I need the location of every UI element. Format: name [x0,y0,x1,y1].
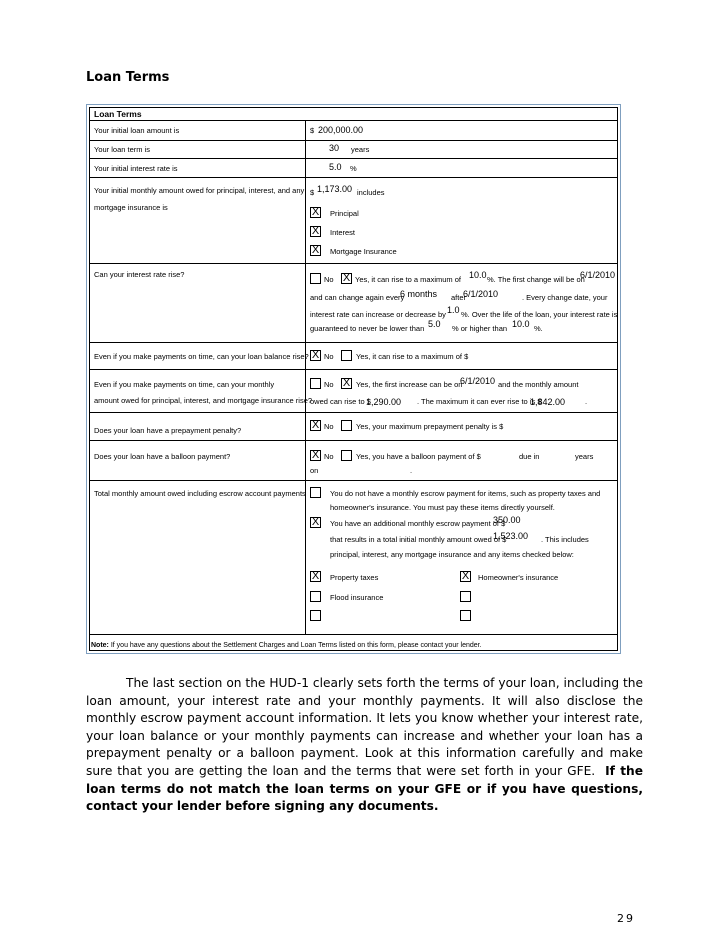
rate-rise-after-date: 6/1/2010 [463,289,499,299]
monthly-rise-max: 1,842.00 [530,397,566,407]
prepayment-yes-label: Yes, your maximum prepayment penalty is $ [356,422,504,431]
rate-rise-text: % or higher than [452,324,508,333]
balloon-no-label: No [324,452,334,461]
balance-rise-label: Even if you make payments on time, can your loan balance rise? [94,352,309,361]
monthly-rise-text: . The maximum it can ever rise to is $ [417,397,542,406]
balance-rise-no-checkbox[interactable]: X [311,349,320,361]
rate-rise-max: 10.0 [469,270,487,280]
property-taxes-checkbox[interactable]: X [311,570,320,582]
monthly-rise-text: and the monthly amount [498,380,579,389]
form-column-divider [305,120,306,634]
form-rule [89,342,618,343]
monthly-amount-label: Your initial monthly amount owed for principal, interest, and any [94,186,305,195]
rate-rise-floor: 5.0 [428,319,441,329]
balloon-yes-checkbox[interactable] [341,450,352,461]
monthly-rise-text: . [585,397,588,406]
rate-rise-every: 6 months [400,289,438,299]
escrow-label: Total monthly amount owed including escrow account payments [94,489,306,498]
rate-rise-label: Can your interest rate rise? [94,270,185,279]
escrow-amount: 350.00 [493,515,521,525]
rate-rise-text: guaranteed to never be lower than [310,324,425,333]
rate-rise-first-change: 6/1/2010 [580,270,616,280]
form-rule [89,634,618,635]
mortgage-insurance-label: Mortgage Insurance [330,247,397,256]
loan-amount-dollar: $ [310,126,315,135]
body-paragraph-text: The last section on the HUD-1 clearly sets forth the terms of your loan, including the loan amount, your interest rate and your monthly payments. It will also disclose the monthly escrow payment account information. It lets you know whether your interest rate, your loan balance or your monthly payments can increase and whether your loan has a prepayment penalty or a balloon payment. Look at this information carefully and make sure that you are getting the loan and the terms that were set forth in your GFE. [86,676,643,778]
balloon-on: on [310,466,319,475]
balance-rise-no-label: No [324,352,334,361]
interest-rate-unit: % [350,164,357,173]
monthly-rise-label-2: amount owed for principal, interest, and mortgage insurance rise? [94,396,313,405]
form-rule [89,440,618,441]
form-rule [89,158,618,159]
escrow-yes-text: that results in a total initial monthly amount owed of $ [330,535,507,544]
rate-rise-text: and can change again every [310,293,405,302]
form-rule [89,369,618,370]
rate-rise-no-label: No [324,275,334,284]
rate-rise-yes-checkbox[interactable]: X [342,272,351,284]
mortgage-insurance-checkbox[interactable]: X [311,244,320,256]
form-rule [89,120,618,121]
loan-term-value: 30 [329,143,340,153]
loan-term-label: Your loan term is [94,145,151,154]
form-rule [89,480,618,481]
balloon-no-checkbox[interactable]: X [311,449,320,461]
rate-rise-text: %. Over the life of the loan, your interest rate is [461,310,618,319]
rate-rise-text: %. The first change will be on [487,275,585,284]
homeowners-insurance-label: Homeowner's insurance [478,573,559,582]
balloon-period: . [410,466,413,475]
form-rule [89,263,618,264]
form-note-label: Note: [91,642,109,649]
rate-rise-text: after [451,293,467,302]
rate-rise-text: %. [534,324,543,333]
interest-checkbox[interactable]: X [311,225,320,237]
monthly-rise-no-checkbox[interactable] [310,378,321,389]
monthly-rise-yes-checkbox[interactable]: X [342,377,351,389]
rate-rise-step: 1.0 [447,305,460,315]
prepayment-no-label: No [324,422,334,431]
body-paragraph-bold: If the loan terms do not match the loan terms on your GFE or if you have questions, contact your lender before signing any documents. [86,763,643,814]
monthly-rise-label: Even if you make payments on time, can your monthly [94,380,275,389]
monthly-amount-label-2: mortgage insurance is [94,203,168,212]
principal-label: Principal [330,209,359,218]
rate-rise-ceiling: 10.0 [512,319,530,329]
homeowners-insurance-checkbox[interactable]: X [461,570,470,582]
balloon-years: years [575,452,594,461]
escrow-yes-text: . This includes [541,535,589,544]
rate-rise-text: . Every change date, your [522,293,608,302]
other-item-checkbox[interactable] [310,610,321,621]
no-escrow-checkbox[interactable] [310,487,321,498]
balloon-due-in: due in [519,452,540,461]
no-escrow-text: You do not have a monthly escrow payment for items, such as property taxes and [330,489,601,498]
prepayment-label: Does your loan have a prepayment penalty? [94,426,242,435]
prepayment-yes-checkbox[interactable] [341,420,352,431]
flood-insurance-label: Flood insurance [330,593,384,602]
prepayment-no-checkbox[interactable]: X [311,419,320,431]
monthly-rise-text: Yes, the first increase can be on [356,380,463,389]
page-number: 29 [617,912,635,925]
other-item-checkbox[interactable] [460,591,471,602]
interest-rate-value: 5.0 [329,162,342,172]
loan-amount-value: 200,000.00 [318,125,364,135]
monthly-rise-rise-to: 1,290.00 [366,397,402,407]
monthly-rise-text: owed can rise to $ [310,397,371,406]
interest-label: Interest [330,228,356,237]
monthly-amount-includes: includes [357,188,385,197]
no-escrow-text-2: homeowner's insurance. You must pay these items directly yourself. [330,503,555,512]
form-note-text: If you have any questions about the Settlement Charges and Loan Terms listed on this form, please contact your lender. [108,642,482,649]
form-title: Loan Terms [94,109,142,119]
monthly-amount-value: 1,173.00 [317,184,353,194]
form-note [91,641,482,650]
balance-rise-yes-checkbox[interactable] [341,350,352,361]
monthly-rise-first-date: 6/1/2010 [460,376,496,386]
flood-insurance-checkbox[interactable] [310,591,321,602]
balloon-yes-label: Yes, you have a balloon payment of $ [356,452,481,461]
escrow-yes-text: You have an additional monthly escrow payment of $ [330,519,506,528]
form-rule [89,177,618,178]
balance-rise-yes-label: Yes, it can rise to a maximum of $ [356,352,469,361]
escrow-yes-checkbox[interactable]: X [311,516,320,528]
interest-rate-label: Your initial interest rate is [94,164,178,173]
monthly-rise-no-label: No [324,380,334,389]
rate-rise-text: Yes, it can rise to a maximum of [355,275,462,284]
form-rule [89,412,618,413]
balloon-label: Does your loan have a balloon payment? [94,452,231,461]
other-item-checkbox[interactable] [460,610,471,621]
body-paragraph [86,675,643,816]
property-taxes-label: Property taxes [330,573,379,582]
form-rule [89,140,618,141]
section-title: Loan Terms [86,70,170,85]
monthly-amount-dollar: $ [310,188,315,197]
rate-rise-no-checkbox[interactable] [310,273,321,284]
escrow-total-amount: 1,523.00 [493,531,529,541]
principal-checkbox[interactable]: X [311,206,320,218]
loan-term-unit: years [351,145,370,154]
escrow-yes-text: principal, interest, any mortgage insurance and any items checked below: [330,550,574,559]
rate-rise-text: interest rate can increase or decrease by [310,310,446,319]
loan-amount-label: Your initial loan amount is [94,126,180,135]
